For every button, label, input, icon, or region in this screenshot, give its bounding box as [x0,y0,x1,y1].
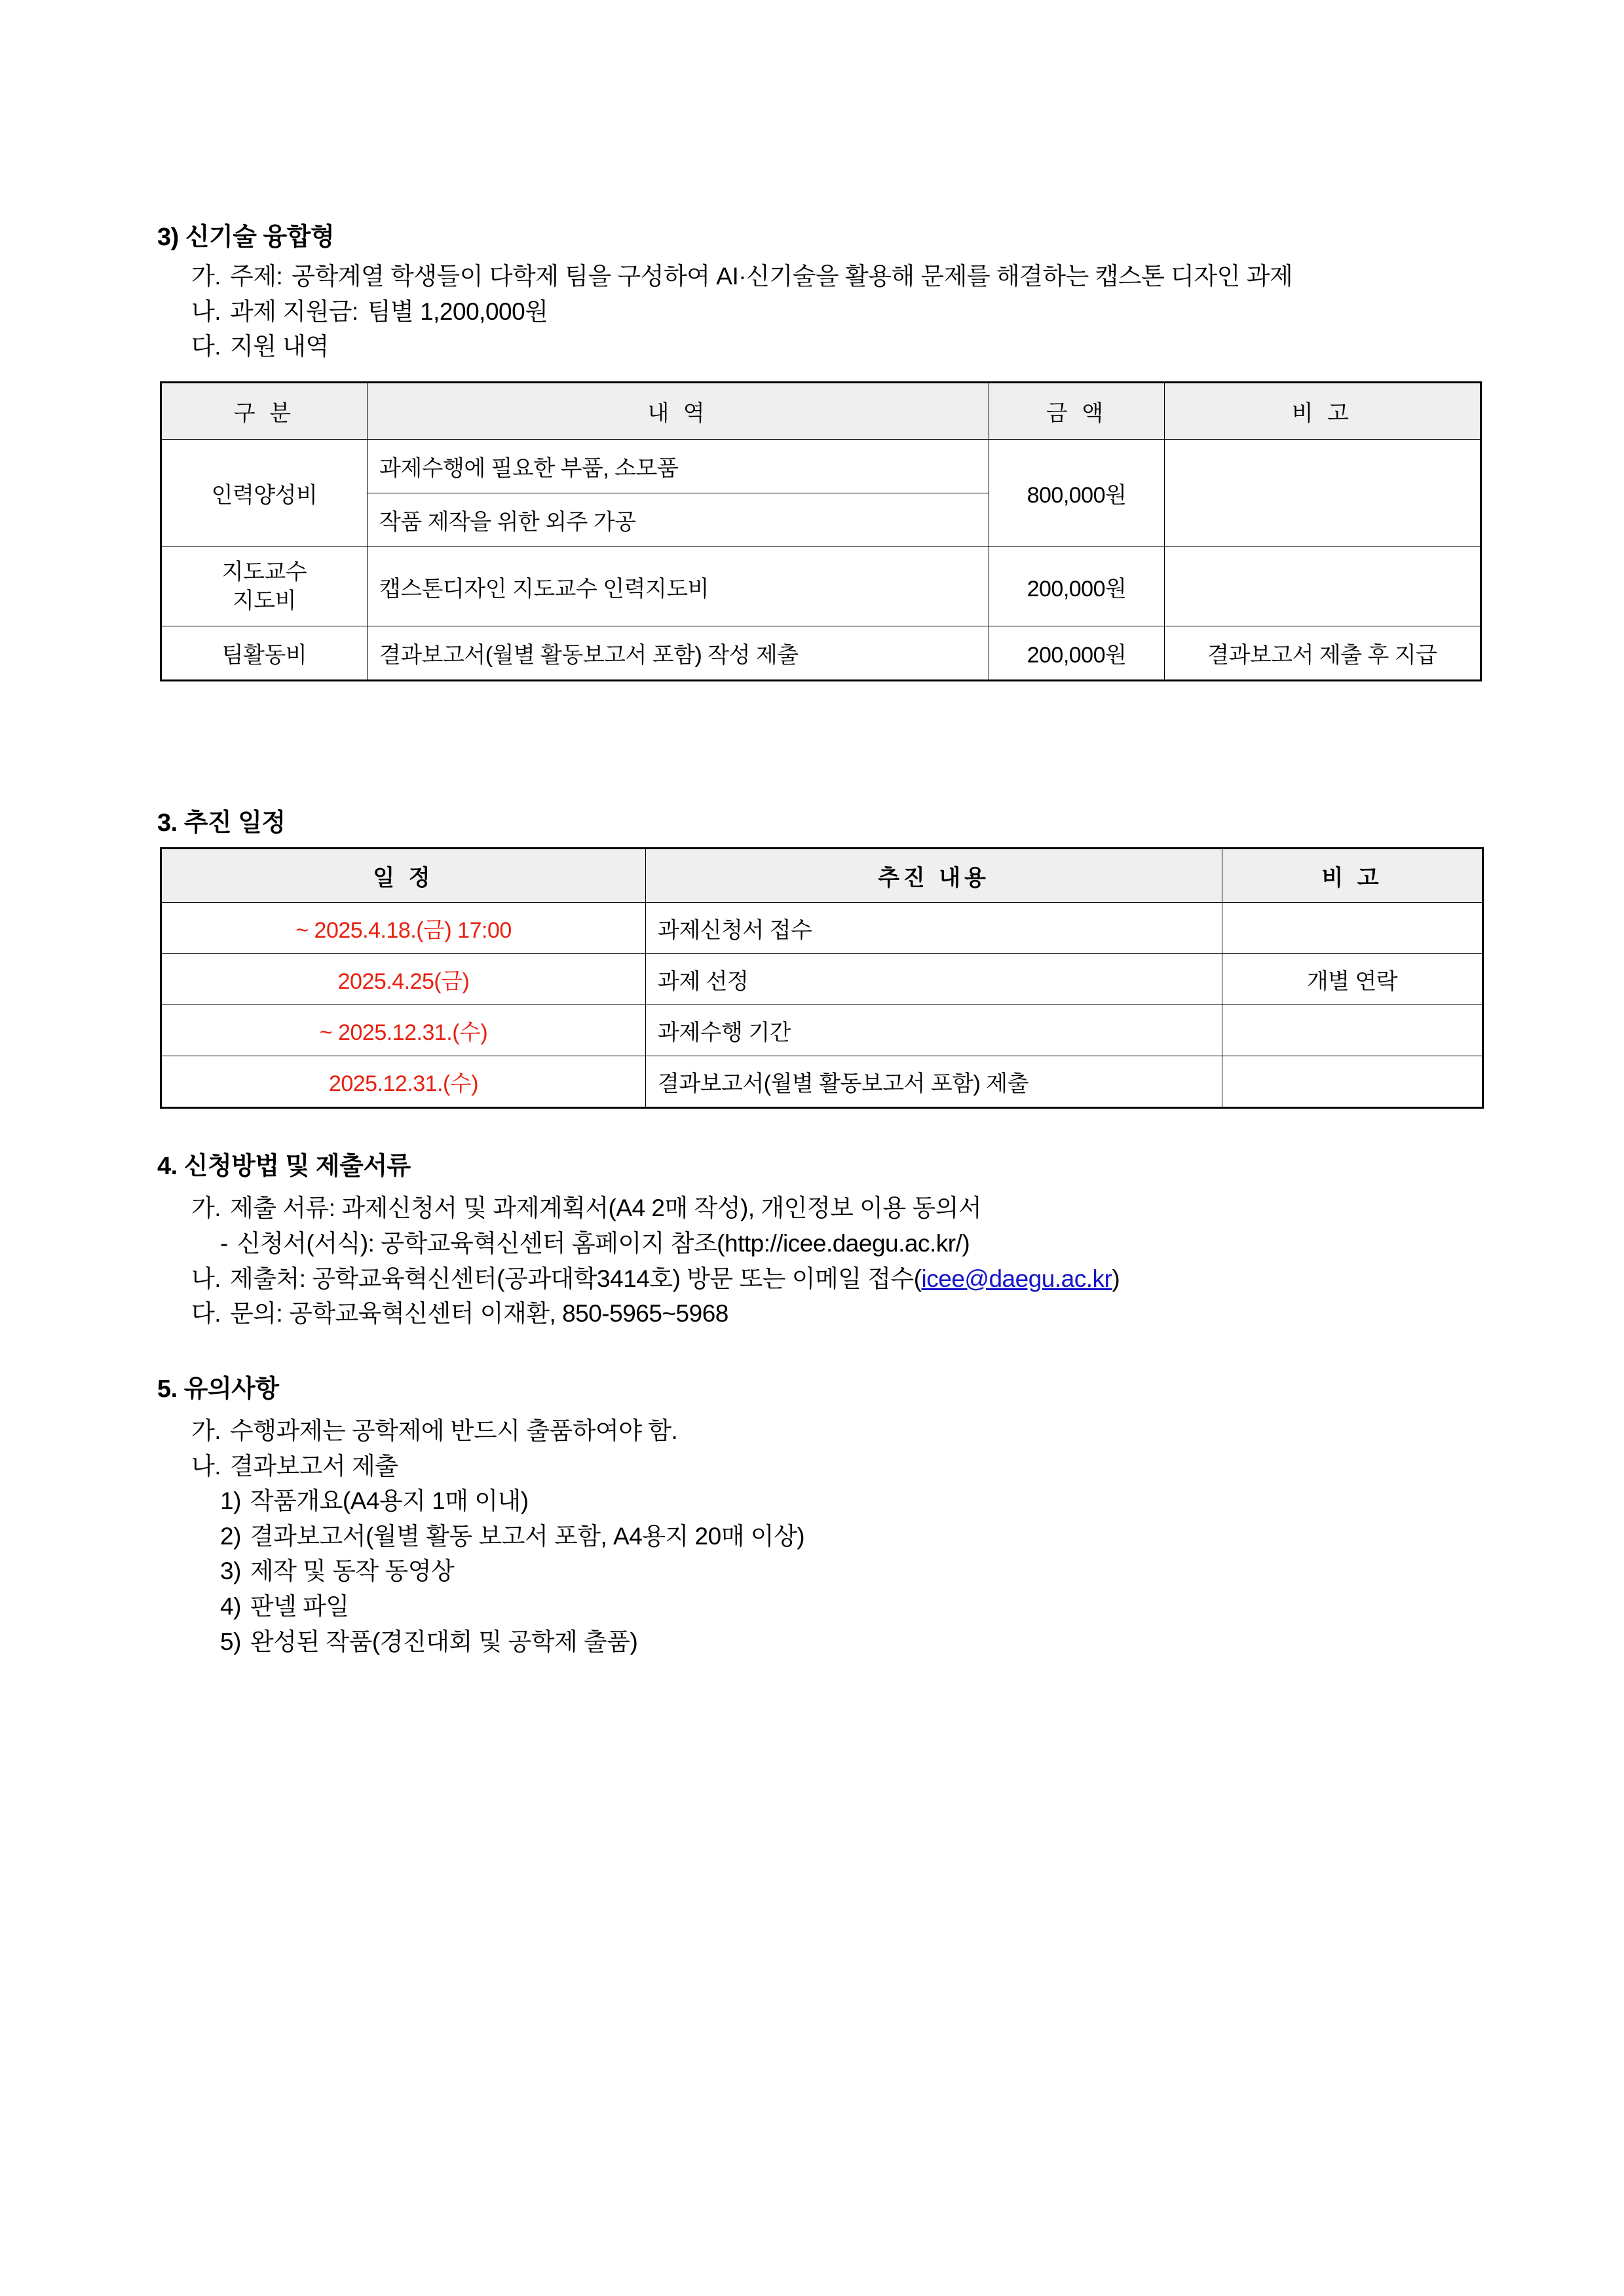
item-label: 주제: [230,263,283,290]
apply-line-submission [157,1261,1486,1297]
item-marker: 다. [191,1300,221,1328]
notes-item-1 [157,1483,1486,1519]
cell-detail: 과제수행에 필요한 부품, 소모품 [367,439,989,493]
cell-date: 2025.4.25(금) [161,954,646,1005]
table-header-row [161,382,1481,439]
table-header-row [161,849,1483,903]
cell-note [1164,546,1481,626]
cell-content: 결과보고서(월별 활동보고서 포함) 제출 [646,1056,1222,1108]
apply-line-contact [157,1296,1486,1331]
cell-amount: 200,000원 [989,626,1165,681]
item-text: 팀별 1,200,000원 [367,297,548,325]
item-marker: 5) [220,1628,241,1655]
cell-content: 과제수행 기간 [646,1005,1222,1056]
item-marker: 가. [191,263,221,290]
item-marker: 가. [191,1195,221,1222]
item-marker: 가. [191,1417,221,1444]
cell-date: ~ 2025.4.18.(금) 17:00 [161,903,646,954]
item-text: 공학계열 학생들이 다학제 팀을 구성하여 AI·신기술을 활용해 문제를 해결하는 캡스톤 디자인 과제 [292,263,1293,290]
item-marker: 나. [191,297,221,325]
table-row [161,954,1483,1005]
item-text: 결과보고서(월별 활동 보고서 포함, A4용지 20매 이상) [250,1522,805,1550]
cell-content: 과제신청서 접수 [646,903,1222,954]
support-breakdown-table [160,381,1482,681]
item-marker: 나. [191,1265,221,1292]
item-text: 문의: 공학교육혁신센터 이재환, 850-5965~5968 [230,1300,728,1328]
col-header-date: 일 정 [161,849,646,903]
cell-note: 결과보고서 제출 후 지급 [1164,626,1481,681]
section-heading-new-tech: 3) 신기술 융합형 [157,223,335,251]
cell-detail: 결과보고서(월별 활동보고서 포함) 작성 제출 [367,626,989,681]
apply-line-documents [157,1191,1486,1226]
col-header-category: 구 분 [161,382,368,439]
notes-line-exhibit [157,1413,1486,1449]
item-text: 결과보고서 제출 [230,1452,398,1480]
notes-item-3 [157,1554,1486,1589]
notes-item-2 [157,1519,1486,1554]
item-label: 과제 지원금: [230,297,358,325]
col-header-amount: 금 액 [989,382,1165,439]
section-notes [157,1368,1486,1659]
email-link[interactable]: icee@daegu.ac.kr [921,1265,1112,1292]
item-marker: 1) [220,1487,241,1515]
table-row [161,626,1481,681]
cell-amount: 800,000원 [989,439,1165,546]
apply-line-form [157,1226,1486,1261]
new-tech-item-breakdown [157,329,1486,364]
cell-category: 팀활동비 [161,626,368,681]
notes-item-4 [157,1589,1486,1624]
cell-note [1222,1056,1483,1108]
cell-note: 개별 연락 [1222,954,1483,1005]
item-text: 작품개요(A4용지 1매 이내) [250,1487,529,1515]
cell-date: 2025.12.31.(수) [161,1056,646,1108]
table-row [161,546,1481,626]
notes-item-5 [157,1624,1486,1660]
schedule-table [160,847,1484,1109]
new-tech-item-topic [157,259,1486,294]
item-marker: 나. [191,1452,221,1480]
cell-detail: 캡스톤디자인 지도교수 인력지도비 [367,546,989,626]
item-text: 제작 및 동작 동영상 [250,1558,455,1585]
col-header-note: 비 고 [1164,382,1481,439]
cell-category: 지도교수 지도비 [161,546,368,626]
table-row [161,903,1483,954]
section-apply [157,1145,1486,1331]
cell-amount: 200,000원 [989,546,1165,626]
item-marker: 2) [220,1522,241,1550]
section-heading-notes: 5. 유의사항 [157,1375,279,1403]
item-text: 제출 서류: 과제신청서 및 과제계획서(A4 2매 작성), 개인정보 이용 동의서 [230,1195,982,1222]
item-label: 지원 내역 [230,333,329,360]
section-heading-apply: 4. 신청방법 및 제출서류 [157,1153,411,1181]
item-text: 판넬 파일 [250,1593,349,1620]
item-text: 완성된 작품(경진대회 및 공학제 출품) [250,1628,638,1655]
submission-text: 제출처: 공학교육혁신센터(공과대학3414호) 방문 또는 이메일 접수( [230,1265,922,1292]
table-row [161,1005,1483,1056]
cell-date: ~ 2025.12.31.(수) [161,1005,646,1056]
item-marker: 다. [191,333,221,360]
notes-line-report [157,1449,1486,1484]
new-tech-item-funding [157,294,1486,330]
item-text: 수행과제는 공학제에 반드시 출품하여야 함. [230,1417,678,1444]
cell-detail: 작품 제작을 위한 외주 가공 [367,493,989,546]
col-header-note: 비 고 [1222,849,1483,903]
submission-text-after: ) [1112,1265,1120,1292]
section-schedule [157,802,1486,1109]
item-marker: 3) [220,1558,241,1585]
table-row [161,1056,1483,1108]
cell-category: 인력양성비 [161,439,368,546]
cell-content: 과제 선정 [646,954,1222,1005]
item-marker: - [220,1229,228,1257]
item-text [230,1261,1486,1297]
item-marker: 4) [220,1593,241,1620]
col-header-content: 추진 내용 [646,849,1222,903]
col-header-details: 내 역 [367,382,989,439]
cell-note [1222,1005,1483,1056]
item-text: 신청서(서식): 공학교육혁신센터 홈페이지 참조(http://icee.daegu.ac.kr/) [236,1229,970,1257]
table-row [161,439,1481,493]
cell-note [1222,903,1483,954]
section-heading-schedule: 3. 추진 일정 [157,809,286,837]
section-new-tech [157,216,1486,681]
cell-note [1164,439,1481,546]
